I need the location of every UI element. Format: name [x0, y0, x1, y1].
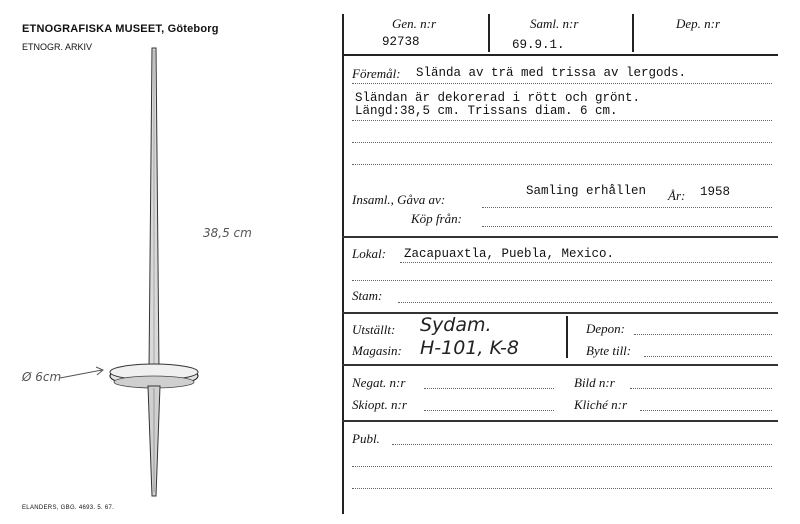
foremal-line-3: Längd:38,5 cm. Trissans diam. 6 cm. — [355, 104, 618, 118]
header-divider-1 — [488, 14, 490, 52]
stam-label: Stam: — [352, 288, 383, 303]
gen-label: Gen. n:r — [392, 16, 437, 31]
saml-label: Saml. n:r — [530, 16, 579, 31]
bild-label: Bild n:r — [574, 375, 615, 390]
byte-label: Byte till: — [586, 343, 632, 358]
diameter-arrow-icon — [58, 364, 108, 384]
rule-2 — [342, 236, 778, 238]
foremal-line-2: Sländan är dekorerad i rött och grönt. — [355, 91, 641, 105]
museum-name: ETNOGRAFISKA MUSEET, Göteborg — [22, 23, 219, 35]
magasin-value: H-101, K-8 — [420, 337, 519, 359]
length-note: 38,5 cm — [203, 226, 252, 240]
foremal-line-1: Slända av trä med trissa av lergods. — [416, 66, 687, 80]
gen-value: 92738 — [382, 35, 420, 49]
card-left-border — [342, 14, 344, 514]
header-divider-2 — [632, 14, 634, 52]
negat-label: Negat. n:r — [352, 375, 406, 390]
ar-value: 1958 — [700, 185, 731, 199]
archive-label: ETNOGR. ARKIV — [22, 42, 93, 52]
diameter-note: Ø 6cm — [22, 370, 62, 384]
lokal-value: Zacapuaxtla, Puebla, Mexico. — [404, 247, 615, 261]
spindle-drawing — [90, 40, 240, 510]
foremal-label: Föremål: — [352, 66, 401, 81]
storage-divider — [566, 316, 568, 358]
rule-5 — [342, 420, 778, 422]
saml-value: 69.9.1. — [512, 38, 565, 52]
rule-4 — [342, 364, 778, 366]
skiopt-label: Skiopt. n:r — [352, 397, 407, 412]
kop-label: Köp från: — [411, 211, 462, 226]
rule-3 — [342, 312, 778, 314]
printer-imprint: ELANDERS, GBG. 4693. 5. 67. — [22, 505, 115, 511]
insaml-label: Insaml., Gåva av: — [352, 192, 446, 207]
insaml-value: Samling erhållen — [526, 184, 647, 198]
depon-label: Depon: — [586, 321, 625, 336]
utstallt-value: Sydam. — [420, 314, 492, 336]
dep-label: Dep. n:r — [676, 16, 721, 31]
publ-label: Publ. — [352, 431, 380, 446]
utstallt-label: Utställt: — [352, 322, 396, 337]
lokal-label: Lokal: — [352, 246, 386, 261]
kliche-label: Kliché n:r — [574, 397, 628, 412]
ar-label: År: — [668, 188, 686, 203]
header-rule — [342, 54, 778, 56]
magasin-label: Magasin: — [352, 343, 402, 358]
